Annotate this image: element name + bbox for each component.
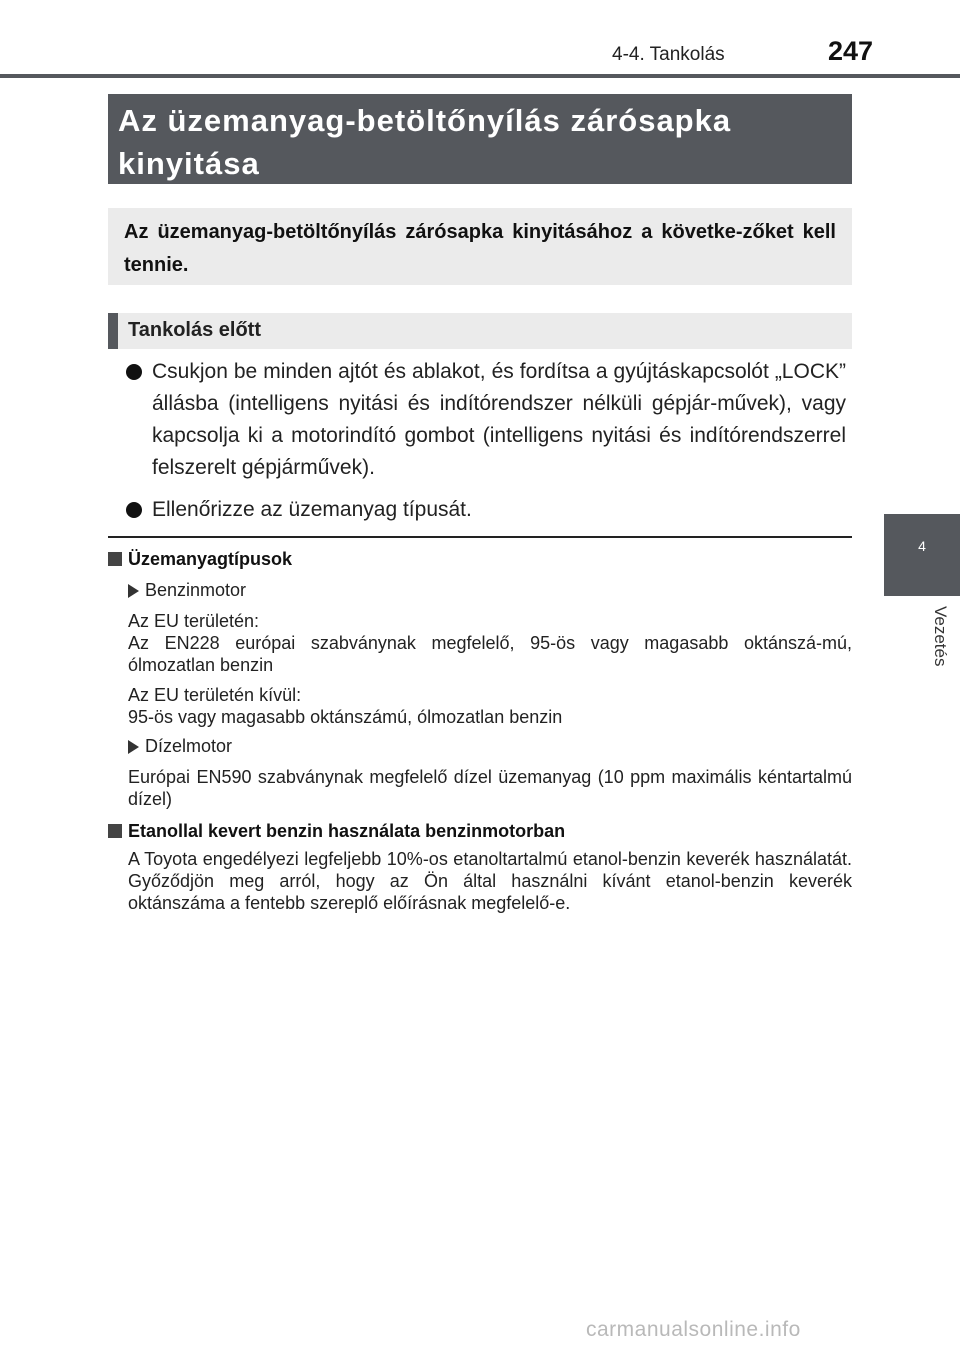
bullet-dot-icon (126, 364, 142, 380)
list-item (126, 494, 846, 526)
header-divider (0, 74, 960, 78)
ethanol-paragraph: A Toyota engedélyezi legfeljebb 10%-os etanoltartalmú etanol-benzin keverék használatát. Győződjön meg arról, hogy az Ön által használni kívánt etanol-benzin keverék oktánszáma a fentebb szereplő előírásnak megfelelő-e. (128, 849, 852, 913)
bullet-dot-icon (126, 502, 142, 518)
ethanol-heading (108, 818, 852, 844)
petrol-non-eu-paragraph (128, 684, 852, 728)
square-bullet-icon (108, 824, 122, 838)
bullet-text: Ellenőrizze az üzemanyag típusát. (152, 498, 472, 521)
petrol-item (128, 578, 852, 602)
diesel-label: Dízelmotor (145, 736, 233, 756)
chapter-tab (884, 514, 960, 596)
petrol-non-eu-label: Az EU területén kívül: (128, 685, 302, 705)
list-item (126, 356, 846, 484)
subheading: Tankolás előtt (128, 319, 261, 341)
triangle-bullet-icon (128, 584, 139, 598)
title-bar (108, 94, 852, 184)
petrol-eu-text: Az EN228 európai szabványnak megfelelő, 95-ös vagy magasabb oktánszá-mú, ólmozatlan benzin (128, 633, 852, 675)
chapter-number: 4 (918, 538, 926, 554)
watermark: carmanualsonline.info (586, 1318, 801, 1341)
fuel-types-heading-text: Üzemanyagtípusok (128, 549, 293, 569)
intro-box (108, 208, 852, 285)
section-divider (108, 536, 852, 538)
fuel-types-heading (108, 546, 852, 572)
subheading-accent (108, 313, 118, 349)
diesel-item (128, 734, 852, 758)
triangle-bullet-icon (128, 740, 139, 754)
square-bullet-icon (108, 552, 122, 566)
ethanol-heading-text: Etanollal kevert benzin használata benzinmotorban (128, 821, 566, 841)
petrol-non-eu-text: 95-ös vagy magasabb oktánszámú, ólmozatlan benzin (128, 707, 563, 727)
petrol-eu-label: Az EU területén: (128, 611, 260, 631)
page-title: Az üzemanyag-betöltőnyílás zárósapka kinyitása (118, 103, 732, 181)
bullet-text: Csukjon be minden ajtót és ablakot, és fordítsa a gyújtáskapcsolót „LOCK” állásba (intelligens nyitási és indítórendszer nélküli gépjár-művek), vagy kapcsolja ki a motorindító gombot (intelligens nyitási és indítórendszerrel felszerelt gépjárművek). (152, 360, 846, 479)
section-title: 4-4. Tankolás (612, 44, 725, 65)
petrol-eu-paragraph (128, 610, 852, 676)
chapter-label: Vezetés (931, 606, 950, 667)
petrol-label: Benzinmotor (145, 580, 247, 600)
intro-text: Az üzemanyag-betöltőnyílás zárósapka kinyitásához a követke-zőket kell tennie. (124, 221, 836, 276)
page-number: 247 (828, 36, 874, 66)
bullet-list (126, 356, 846, 536)
notes-section (108, 546, 852, 914)
diesel-paragraph: Európai EN590 szabványnak megfelelő dízel üzemanyag (10 ppm maximális kéntartalmú dízel) (128, 767, 852, 809)
